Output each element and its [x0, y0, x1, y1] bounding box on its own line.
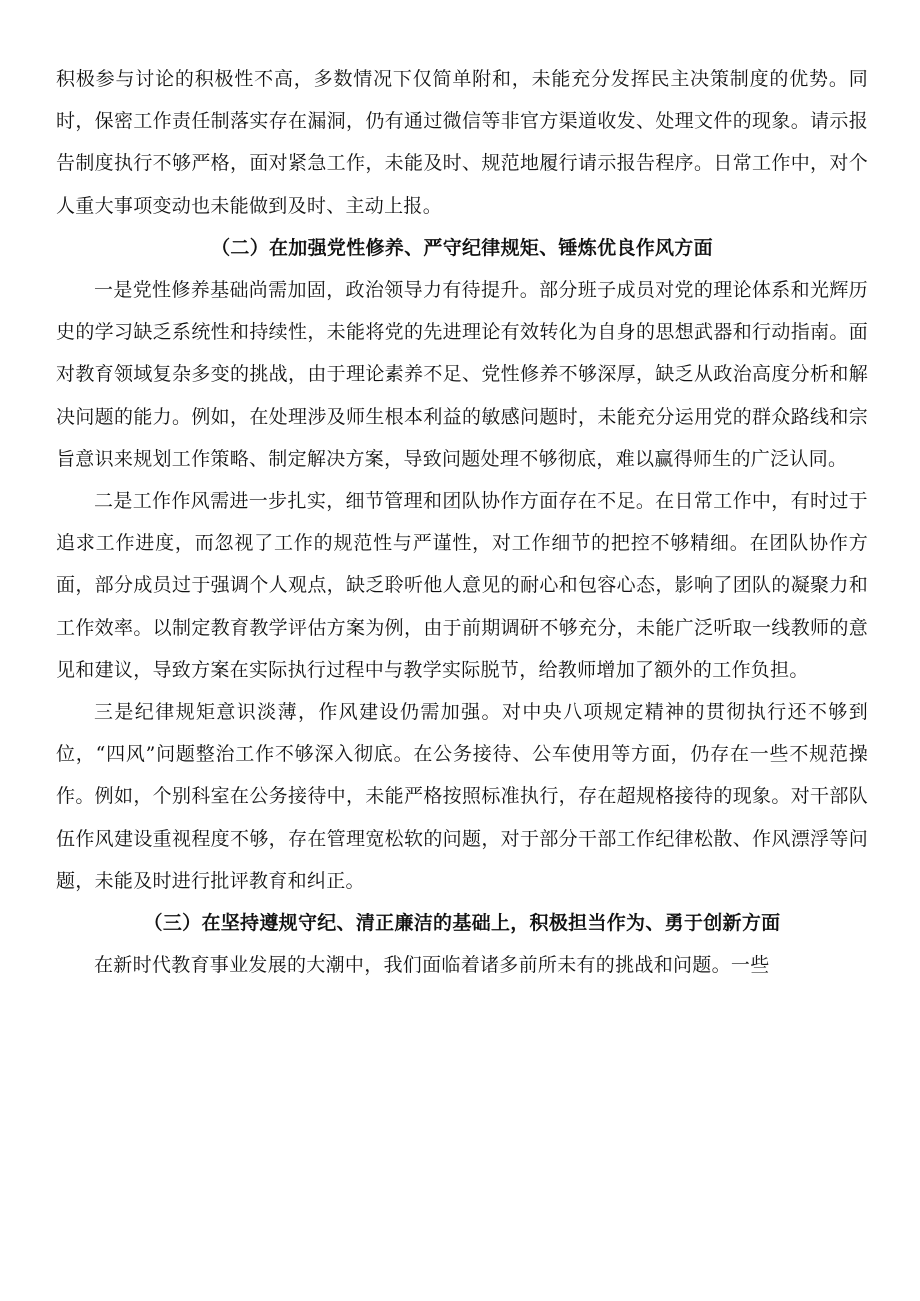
body-paragraph-new-era: 在新时代教育事业发展的大潮中，我们面临着诸多前所未有的挑战和问题。一些	[94, 954, 770, 977]
body-paragraph-work-style: 二是工作作风需进一步扎实，细节管理和团队协作方面存在不足。在日常工作中，有时过于追求工作进度，而忽视了工作的规范性与严谨性，对工作细节的把控不够精细。在团队协作方面，部分成员过于强调个人观点，缺乏聆听他人意见的耐心和包容心态，影响了团队的凝聚力和工作效率。以制定教育教学评估方案为例，由于前期调研不够充分，未能广泛听取一线教师的意见和建议，导致方案在实际执行过程中与教学实际脱节，给教师增加了额外的工作负担。	[56, 490, 868, 681]
body-paragraph-continued: 积极参与讨论的积极性不高，多数情况下仅简单附和，未能充分发挥民主决策制度的优势。同时，保密工作责任制落实存在漏洞，仍有通过微信等非官方渠道收发、处理文件的现象。请示报告制度执行不够严格，面对紧急工作，未能及时、规范地履行请示报告程序。日常工作中，对个人重大事项变动也未能做到及时、主动上报。	[56, 68, 868, 217]
section-heading-2: （二）在加强党性修养、严守纪律规矩、锤炼优良作风方面	[211, 236, 713, 259]
body-paragraph-party-spirit: 一是党性修养基础尚需加固，政治领导力有待提升。部分班子成员对党的理论体系和光辉历史的学习缺乏系统性和持续性，未能将党的先进理论有效转化为自身的思想武器和行动指南。面对教育领域复杂多变的挑战，由于理论素养不足、党性修养不够深厚，缺乏从政治高度分析和解决问题的能力。例如，在处理涉及师生根本利益的敏感问题时，未能充分运用党的群众路线和宗旨意识来规划工作策略、制定解决方案，导致问题处理不够彻底，难以赢得师生的广泛认同。	[56, 279, 868, 470]
section-heading-3: （三）在坚持遵规守纪、清正廉洁的基础上，积极担当作为、勇于创新方面	[143, 912, 781, 935]
document-body	[56, 58, 868, 986]
body-paragraph-discipline: 三是纪律规矩意识淡薄，作风建设仍需加强。对中央八项规定精神的贯彻执行还不够到位，“四风”问题整治工作不够深入彻底。在公务接待、公车使用等方面，仍存在一些不规范操作。例如，个别科室在公务接待中，未能严格按照标准执行，存在超规格接待的现象。对干部队伍作风建设重视程度不够，存在管理宽松软的问题，对于部分干部工作纪律松散、作风漂浮等问题，未能及时进行批评教育和纠正。	[56, 701, 868, 892]
